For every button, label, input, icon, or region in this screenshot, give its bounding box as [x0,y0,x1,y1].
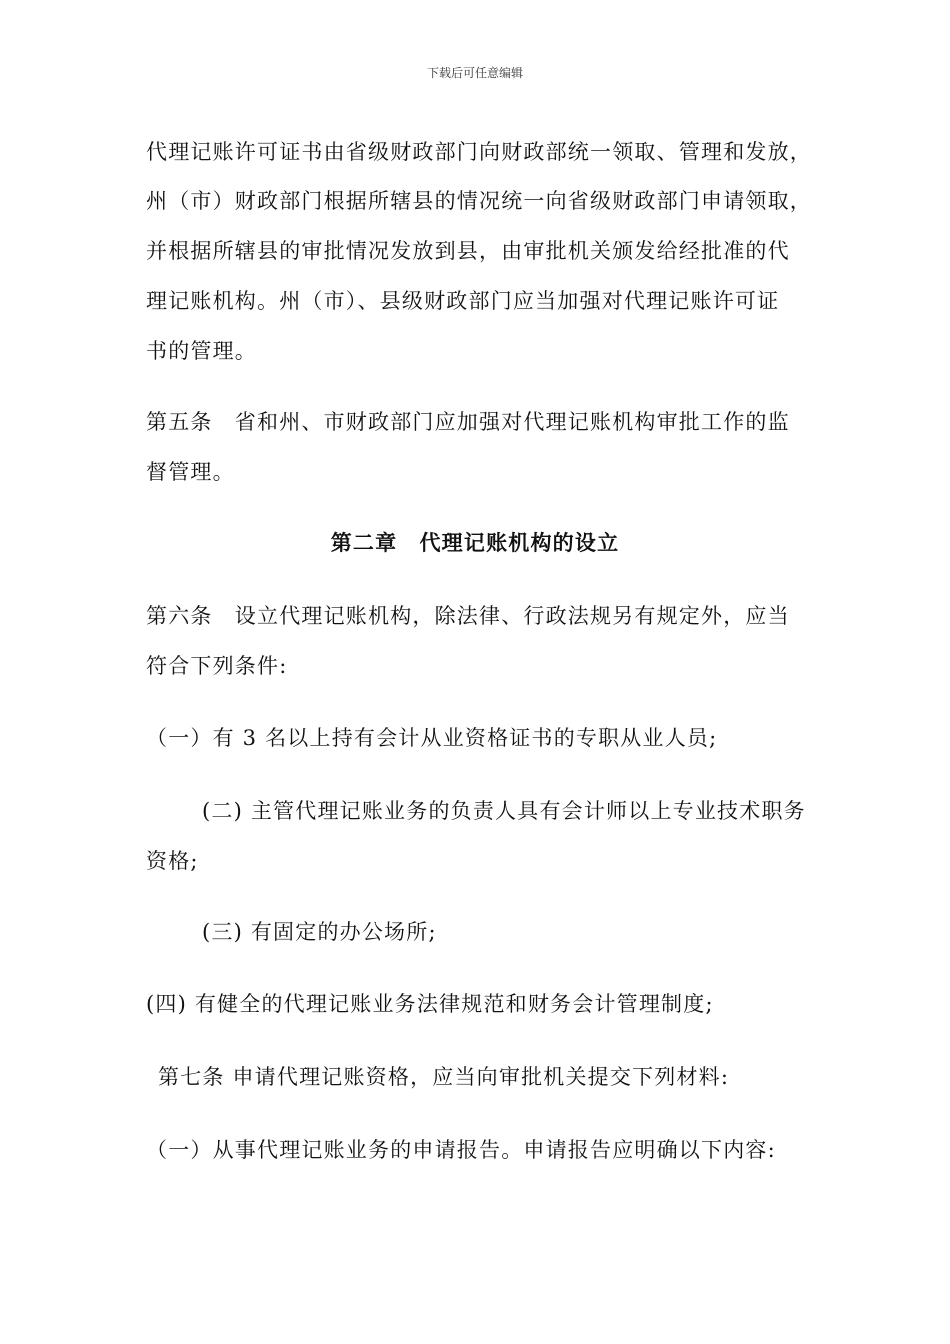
text-line: 第五条 省和州、市财政部门应加强对代理记账机构审批工作的监 [146,410,790,434]
page-header: 下载后可任意编辑 [426,66,523,80]
paragraph-article-7: 第七条 申请代理记账资格，应当向审批机关提交下列材料: [158,1065,730,1089]
text-line: 督管理。 [146,460,235,484]
chapter-title: 第二章 代理记账机构的设立 [330,530,620,555]
text-line: 并根据所辖县的审批情况发放到县，由审批机关颁发给经批准的代 [146,239,790,263]
text-line: 理记账机构。州（市）、县级财政部门应当加强对代理记账许可证 [146,289,780,313]
condition-item-4: (四) 有健全的代理记账业务法律规范和财务会计管理制度; [146,992,714,1016]
text-line: (二) 主管代理记账业务的负责人具有会计师以上专业技术职务 [202,799,806,823]
text-line: 资格; [146,849,199,873]
condition-item-1: （一）有 3 名以上持有会计从业资格证书的专职从业人员; [146,726,718,750]
text-line: 符合下列条件: [146,654,288,678]
text-line: 书的管理。 [146,339,257,363]
text-line: 第六条 设立代理记账机构，除法律、行政法规另有规定外，应当 [146,604,790,628]
material-item-1: （一）从事代理记账业务的申请报告。申请报告应明确以下内容: [146,1138,776,1162]
text-line: 州（市）财政部门根据所辖县的情况统一向省级财政部门申请领取， [146,189,812,213]
text-line: 代理记账许可证书由省级财政部门向财政部统一领取、管理和发放， [146,140,812,164]
condition-item-3: (三) 有固定的办公场所; [202,920,437,944]
